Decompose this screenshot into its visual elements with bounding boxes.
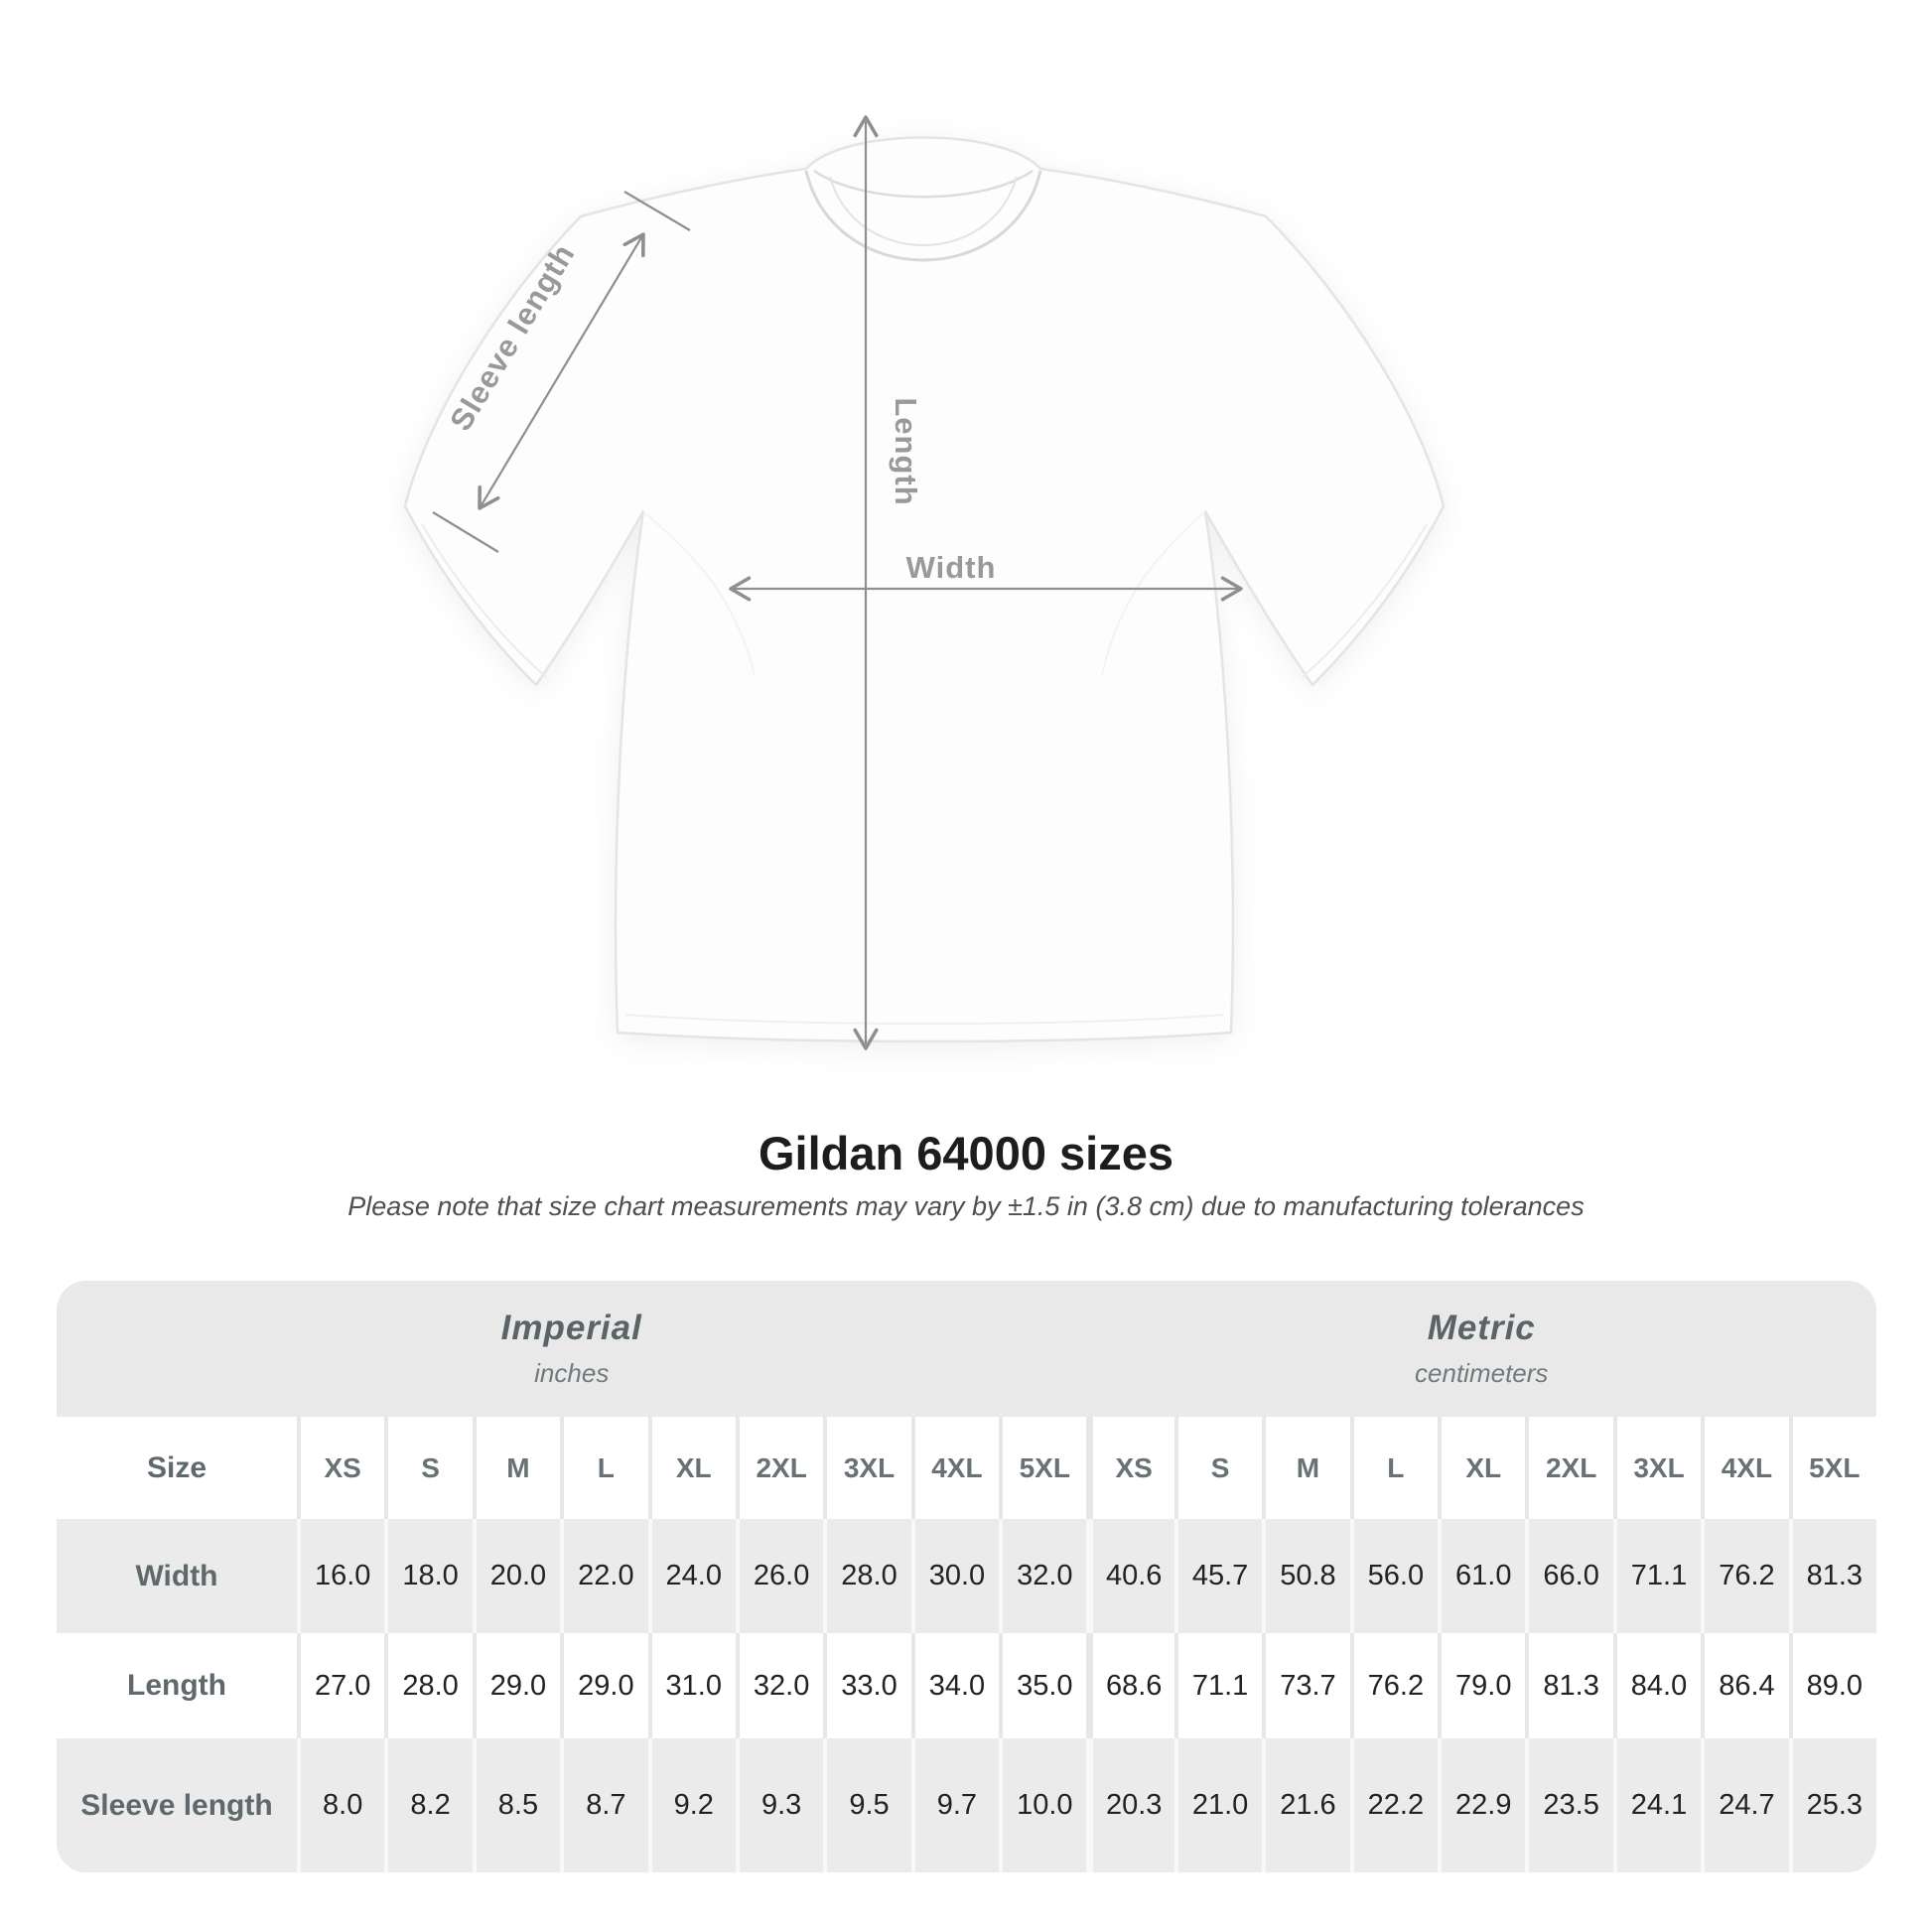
- table-cell: 24.0: [648, 1519, 736, 1633]
- size-col-header: M: [473, 1417, 560, 1519]
- table-cell: 71.1: [1613, 1519, 1701, 1633]
- size-col-header: L: [560, 1417, 647, 1519]
- table-cell: 20.3: [1086, 1738, 1173, 1872]
- table-cell: 18.0: [384, 1519, 472, 1633]
- size-col-header: XL: [648, 1417, 736, 1519]
- table-cell: 84.0: [1613, 1633, 1701, 1738]
- table-cell: 24.7: [1701, 1738, 1788, 1872]
- table-cell: 8.5: [473, 1738, 560, 1872]
- size-col-header: 2XL: [736, 1417, 823, 1519]
- size-col-header: XS: [297, 1417, 384, 1519]
- table-cell: 9.2: [648, 1738, 736, 1872]
- size-col-header: 4XL: [1701, 1417, 1788, 1519]
- table-cell: 28.0: [384, 1633, 472, 1738]
- row-label-width: Width: [57, 1519, 297, 1633]
- imperial-group-header: [57, 1281, 1086, 1417]
- size-col-header: M: [1262, 1417, 1349, 1519]
- size-col-header: 2XL: [1525, 1417, 1612, 1519]
- sleeve-length-label: Sleeve length: [443, 237, 582, 437]
- table-cell: 40.6: [1086, 1519, 1173, 1633]
- table-cell: 35.0: [999, 1633, 1086, 1738]
- table-cell: 27.0: [297, 1633, 384, 1738]
- width-label: Width: [905, 550, 997, 585]
- table-cell: 45.7: [1174, 1519, 1262, 1633]
- table-cell: 81.3: [1789, 1519, 1876, 1633]
- size-col-header: 5XL: [1789, 1417, 1876, 1519]
- table-cell: 34.0: [911, 1633, 999, 1738]
- table-cell: 28.0: [823, 1519, 910, 1633]
- size-col-header: 3XL: [1613, 1417, 1701, 1519]
- table-cell: 89.0: [1789, 1633, 1876, 1738]
- table-cell: 71.1: [1174, 1633, 1262, 1738]
- table-cell: 9.5: [823, 1738, 910, 1872]
- table-cell: 86.4: [1701, 1633, 1788, 1738]
- table-cell: 30.0: [911, 1519, 999, 1633]
- imperial-unit: inches: [534, 1358, 610, 1388]
- table-cell: 9.7: [911, 1738, 999, 1872]
- metric-title: Metric: [1427, 1309, 1536, 1347]
- table-cell: 20.0: [473, 1519, 560, 1633]
- table-cell: 73.7: [1262, 1633, 1349, 1738]
- table-cell: 76.2: [1701, 1519, 1788, 1633]
- table-cell: 29.0: [473, 1633, 560, 1738]
- size-col-header: 5XL: [999, 1417, 1086, 1519]
- metric-group-header: [1086, 1281, 1876, 1417]
- table-cell: 21.6: [1262, 1738, 1349, 1872]
- size-col-header: XL: [1438, 1417, 1525, 1519]
- table-cell: 61.0: [1438, 1519, 1525, 1633]
- table-cell: 8.2: [384, 1738, 472, 1872]
- row-label-length: Length: [57, 1633, 297, 1738]
- length-label: Length: [889, 397, 923, 506]
- imperial-title: Imperial: [500, 1309, 642, 1347]
- table-cell: 22.9: [1438, 1738, 1525, 1872]
- table-cell: 25.3: [1789, 1738, 1876, 1872]
- table-cell: 32.0: [736, 1633, 823, 1738]
- size-col-header: L: [1350, 1417, 1438, 1519]
- table-cell: 22.0: [560, 1519, 647, 1633]
- table-cell: 66.0: [1525, 1519, 1612, 1633]
- table-cell: 76.2: [1350, 1633, 1438, 1738]
- table-cell: 31.0: [648, 1633, 736, 1738]
- table-cell: 23.5: [1525, 1738, 1612, 1872]
- row-label-sleeve-length: Sleeve length: [57, 1738, 297, 1872]
- table-cell: 10.0: [999, 1738, 1086, 1872]
- metric-unit: centimeters: [1415, 1358, 1549, 1388]
- page-title: Gildan 64000 sizes: [758, 1127, 1174, 1179]
- table-cell: 22.2: [1350, 1738, 1438, 1872]
- table-cell: 8.7: [560, 1738, 647, 1872]
- table-cell: 68.6: [1086, 1633, 1173, 1738]
- size-header-cell: Size: [57, 1417, 297, 1519]
- size-table: [57, 1281, 1876, 1872]
- size-col-header: 4XL: [911, 1417, 999, 1519]
- table-cell: 32.0: [999, 1519, 1086, 1633]
- table-cell: 9.3: [736, 1738, 823, 1872]
- size-col-header: S: [1174, 1417, 1262, 1519]
- table-cell: 16.0: [297, 1519, 384, 1633]
- size-col-header: S: [384, 1417, 472, 1519]
- size-col-header: XS: [1086, 1417, 1173, 1519]
- table-cell: 8.0: [297, 1738, 384, 1872]
- page-subtitle: Please note that size chart measurements may vary by ±1.5 in (3.8 cm) due to manufacturing tolerances: [347, 1191, 1585, 1221]
- table-cell: 26.0: [736, 1519, 823, 1633]
- table-cell: 56.0: [1350, 1519, 1438, 1633]
- table-cell: 24.1: [1613, 1738, 1701, 1872]
- table-cell: 50.8: [1262, 1519, 1349, 1633]
- size-col-header: 3XL: [823, 1417, 910, 1519]
- table-cell: 81.3: [1525, 1633, 1612, 1738]
- table-cell: 29.0: [560, 1633, 647, 1738]
- table-cell: 33.0: [823, 1633, 910, 1738]
- table-cell: 21.0: [1174, 1738, 1262, 1872]
- table-cell: 79.0: [1438, 1633, 1525, 1738]
